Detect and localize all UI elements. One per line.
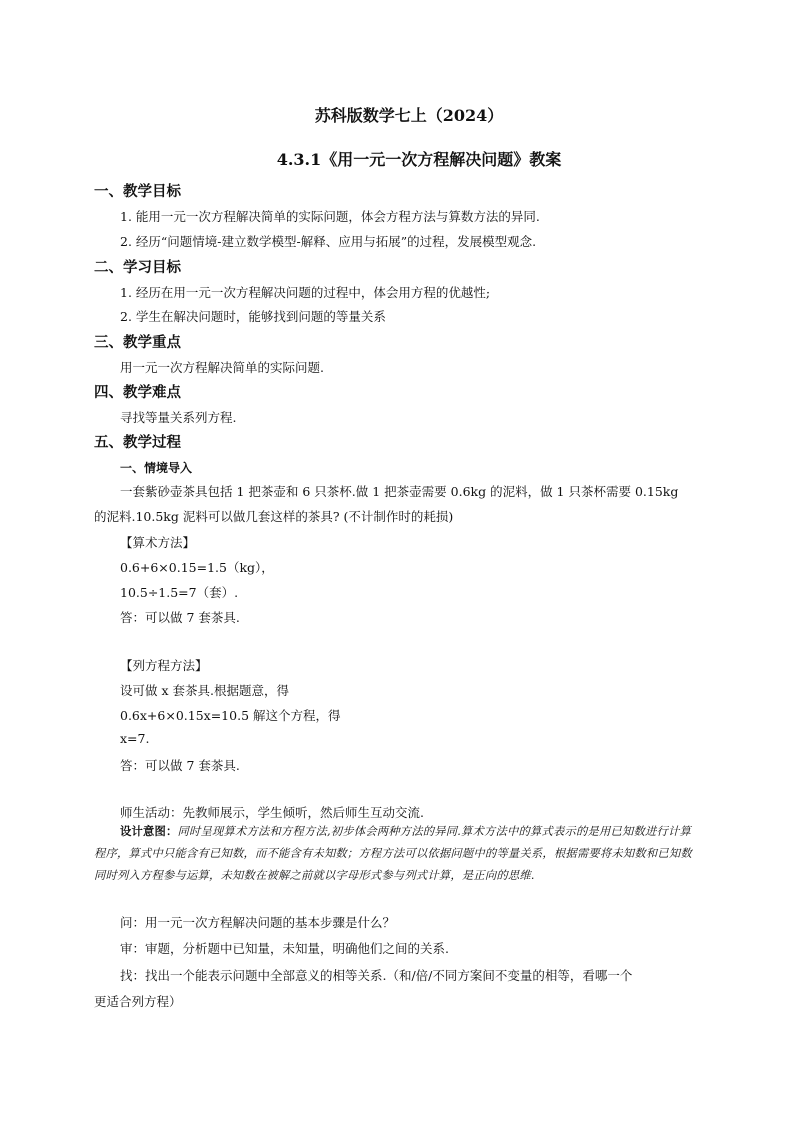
goal-item-2: 2. 经历“问题情境-建立数学模型-解释、应用与拓展”的过程，发展模型观念. bbox=[120, 234, 537, 249]
arithmetic-step-2: 10.5÷1.5=7（套）. bbox=[120, 585, 239, 600]
equation-step-1: 设可做 x 套茶具.根据题意，得 bbox=[120, 683, 289, 698]
design-intent-paragraph bbox=[94, 820, 699, 887]
problem-line-1: 一套紫砂壶茶具包括 1 把茶壶和 6 只茶杯.做 1 把茶壶需要 0.6kg 的泥料，做 1 只茶杯需要 0.15kg bbox=[120, 484, 679, 499]
design-intent-text: 同时呈现算术方法和方程方法,初步体会两种方法的异同.算术方法中的算式表示的是用已知数进行计算程序，算式中只能含有已知数，而不能含有未知数；方程方法可以依据问题中的等量关系，根据需要将未知数和已知数同时列入方程参与运算，未知数在被解之前就以字母形式参与列式计算，是正向的思维. bbox=[94, 825, 692, 882]
equation-answer: 答：可以做 7 套茶具. bbox=[120, 758, 240, 773]
section-heading-key-points: 三、教学重点 bbox=[94, 334, 181, 351]
section-heading-difficulties: 四、教学难点 bbox=[94, 384, 181, 401]
design-intent-label: 设计意图： bbox=[120, 824, 178, 838]
document-subtitle: 4.3.1《用一元一次方程解决问题》教案 bbox=[276, 150, 562, 169]
problem-line-2: 的泥料.10.5kg 泥料可以做几套这样的茶具? (不计制作时的耗损) bbox=[94, 509, 454, 524]
step-find-text-line-2: 更适合列方程） bbox=[94, 994, 182, 1009]
equation-step-2: 0.6x+6×0.15x=10.5 解这个方程，得 bbox=[120, 708, 341, 723]
activity-text: 师生活动：先教师展示，学生倾听，然后师生互动交流. bbox=[120, 805, 424, 820]
section-heading-process: 五、教学过程 bbox=[94, 434, 181, 451]
section-heading-learning-goals: 二、学习目标 bbox=[94, 259, 181, 276]
arithmetic-answer: 答：可以做 7 套茶具. bbox=[120, 610, 240, 625]
arithmetic-method-label: 【算术方法】 bbox=[120, 535, 196, 550]
goal-item-1: 1. 能用一元一次方程解决简单的实际问题，体会方程方法与算数方法的异同. bbox=[120, 209, 540, 224]
learning-goal-1: 1. 经历在用一元一次方程解决问题的过程中，体会用方程的优越性; bbox=[120, 285, 491, 300]
equation-method-label: 【列方程方法】 bbox=[120, 658, 208, 673]
section-heading-teaching-goals: 一、教学目标 bbox=[94, 183, 181, 200]
difficulty-text: 寻找等量关系列方程. bbox=[120, 410, 237, 425]
question-text: 问：用一元一次方程解决问题的基本步骤是什么？ bbox=[120, 915, 396, 930]
learning-goal-2: 2. 学生在解决问题时，能够找到问题的等量关系 bbox=[120, 309, 386, 324]
step-review-text: 审：审题，分析题中已知量，未知量，明确他们之间的关系. bbox=[120, 941, 449, 956]
document-title: 苏科版数学七上（2024） bbox=[314, 106, 504, 125]
arithmetic-step-1: 0.6+6×0.15=1.5（kg）， bbox=[120, 560, 274, 575]
equation-step-3: x=7. bbox=[120, 731, 150, 746]
subsection-intro: 一、情境导入 bbox=[120, 461, 193, 475]
key-point-text: 用一元一次方程解决简单的实际问题. bbox=[120, 360, 324, 375]
step-find-text-line-1: 找：找出一个能表示问题中全部意义的相等关系.（和/倍/不同方案间不变量的相等，看哪一个 bbox=[120, 968, 633, 983]
